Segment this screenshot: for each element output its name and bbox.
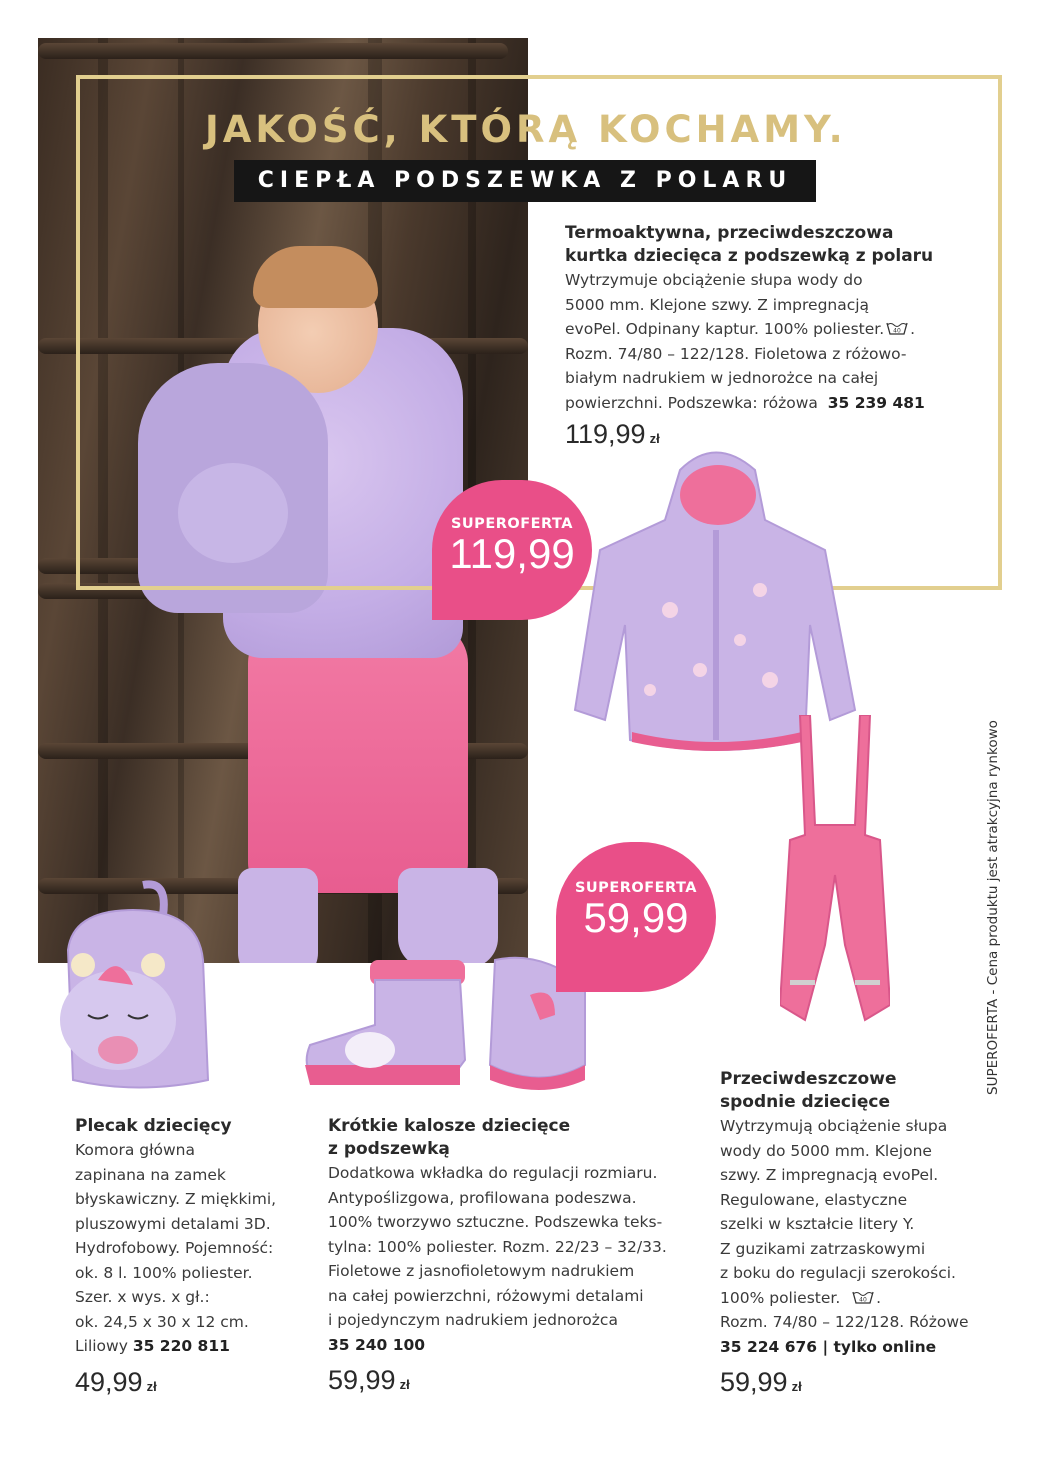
pants-title-2: spodnie dziecięce [720, 1092, 890, 1112]
boots-desc-line: i pojedynczym nadrukiem jednorożca [328, 1311, 618, 1329]
boots-price [328, 1365, 698, 1396]
jacket-desc-line: Rozm. 74/80 – 122/128. Fioletowa z różowo- [565, 344, 907, 363]
backpack-desc-line: zapinana na zamek [75, 1165, 226, 1184]
pants-product-code: 35 224 676 | tylko online [720, 1337, 937, 1356]
backpack-desc-line: Komora główna [75, 1141, 195, 1159]
badge-price: 119,99 [449, 530, 575, 577]
pants-desc-line: Regulowane, elastyczne [720, 1190, 908, 1209]
backpack-price [75, 1367, 315, 1398]
pants-price [720, 1367, 990, 1398]
badge-price: 59,99 [583, 894, 689, 941]
jacket-image [570, 440, 860, 760]
pants-product [720, 1068, 990, 1398]
pants-desc-line: szelki w kształcie litery Y. [720, 1215, 915, 1233]
boots-desc-line: tylna: 100% poliester. Rozm. 22/23 – 32/33. [328, 1237, 667, 1256]
jacket-price-value: 119,99 [565, 419, 646, 449]
jacket-title-2: kurtka dziecięca z podszewką z polaru [565, 246, 934, 266]
wash-40-label: 40 [893, 327, 901, 335]
pants-desc-line: Rozm. 74/80 – 122/128. Różowe [720, 1313, 969, 1331]
jacket-desc-line: Wytrzymuje obciążenie słupa wody do [565, 271, 863, 289]
wash-40-icon [852, 1290, 874, 1305]
boots-desc-line: 100% tworzywo sztuczne. Podszewka teks- [328, 1213, 663, 1231]
currency-label: zł [649, 431, 660, 446]
currency-label: zł [146, 1378, 157, 1394]
jacket-desc-line [565, 391, 965, 416]
boots-desc-line: na całej powierzchni, różowymi detalami [328, 1286, 644, 1305]
pants-desc-text: 100% poliester. [720, 1288, 841, 1307]
boots-title-2: z podszewką [328, 1139, 450, 1159]
jacket-title-1: Termoaktywna, przeciwdeszczowa [565, 223, 894, 243]
backpack-price-value: 49,99 [75, 1366, 143, 1397]
jacket-desc-line: 5000 mm. Klejone szwy. Z impregnacją [565, 295, 870, 314]
backpack-desc-line: ok. 24,5 x 30 x 12 cm. [75, 1312, 249, 1331]
backpack-desc-line: pluszowymi detalami 3D. [75, 1214, 271, 1233]
pants-image [780, 715, 890, 1035]
badge-label: SUPEROFERTA [574, 880, 698, 896]
pants-price-value: 59,99 [720, 1367, 788, 1397]
pants-title-1: Przeciwdeszczowe [720, 1069, 897, 1089]
backpack-desc-line: ok. 8 l. 100% poliester. [75, 1263, 253, 1282]
backpack-product [75, 1115, 315, 1398]
backpack-desc-line: Hydrofobowy. Pojemność: [75, 1239, 274, 1257]
wash-40-label: 40 [859, 1296, 867, 1303]
superoferta-badge-jacket [432, 480, 592, 620]
currency-label: zł [399, 1377, 410, 1392]
backpack-desc-text: Liliowy [75, 1337, 128, 1355]
backpack-title: Plecak dziecięcy [75, 1116, 232, 1136]
side-note: SUPEROFERTA - Cena produktu jest atrakcyjna rynkowo [985, 720, 1001, 1095]
pants-desc-line: wody do 5000 mm. Klejone [720, 1141, 932, 1160]
boots-image [300, 955, 590, 1090]
backpack-product-code: 35 220 811 [132, 1337, 230, 1355]
jacket-desc-text: evoPel. Odpinany kaptur. 100% poliester. [565, 320, 885, 338]
backpack-image [48, 880, 218, 1095]
boots-product-code: 35 240 100 [328, 1335, 426, 1354]
jacket-desc-line: evoPel. Odpinany kaptur. 100% poliester. 40 . [565, 320, 916, 338]
pants-desc-line: 100% poliester. 40 . [720, 1288, 882, 1307]
tagline-banner: CIEPŁA PODSZEWKA Z POLARU [234, 160, 816, 202]
boots-title-1: Krótkie kalosze dziecięce [328, 1116, 571, 1136]
boots-desc-line: Dodatkowa wkładka do regulacji rozmiaru. [328, 1164, 658, 1182]
boots-desc-line: Antypoślizgowa, profilowana podeszwa. [328, 1188, 637, 1207]
jacket-product [565, 222, 965, 450]
headline: JAKOŚĆ, KTÓRĄ KOCHAMY. [205, 108, 847, 151]
pants-desc-line: Wytrzymują obciążenie słupa [720, 1117, 948, 1135]
currency-label: zł [791, 1379, 802, 1394]
pants-desc-line: z boku do regulacji szerokości. [720, 1264, 956, 1282]
superoferta-badge-pants [556, 842, 716, 992]
badge-label: SUPEROFERTA [450, 516, 574, 532]
boots-product [328, 1115, 698, 1396]
backpack-desc-line [75, 1334, 315, 1359]
pants-desc-line: Z guzikami zatrzaskowymi [720, 1239, 926, 1258]
backpack-desc-line: Szer. x wys. x gł.: [75, 1288, 210, 1306]
backpack-desc-line: błyskawiczny. Z miękkimi, [75, 1190, 277, 1208]
jacket-desc-line: białym nadrukiem w jednorożce na całej [565, 369, 879, 387]
jacket-product-code: 35 239 481 [827, 393, 925, 412]
pants-desc-line: szwy. Z impregnacją evoPel. [720, 1166, 939, 1184]
wash-40-icon [886, 321, 908, 336]
jacket-desc-text: powierzchni. Podszewka: różowa [565, 393, 818, 412]
boots-desc-line: Fioletowe z jasnofioletowym nadrukiem [328, 1262, 635, 1280]
boots-price-value: 59,99 [328, 1365, 396, 1395]
